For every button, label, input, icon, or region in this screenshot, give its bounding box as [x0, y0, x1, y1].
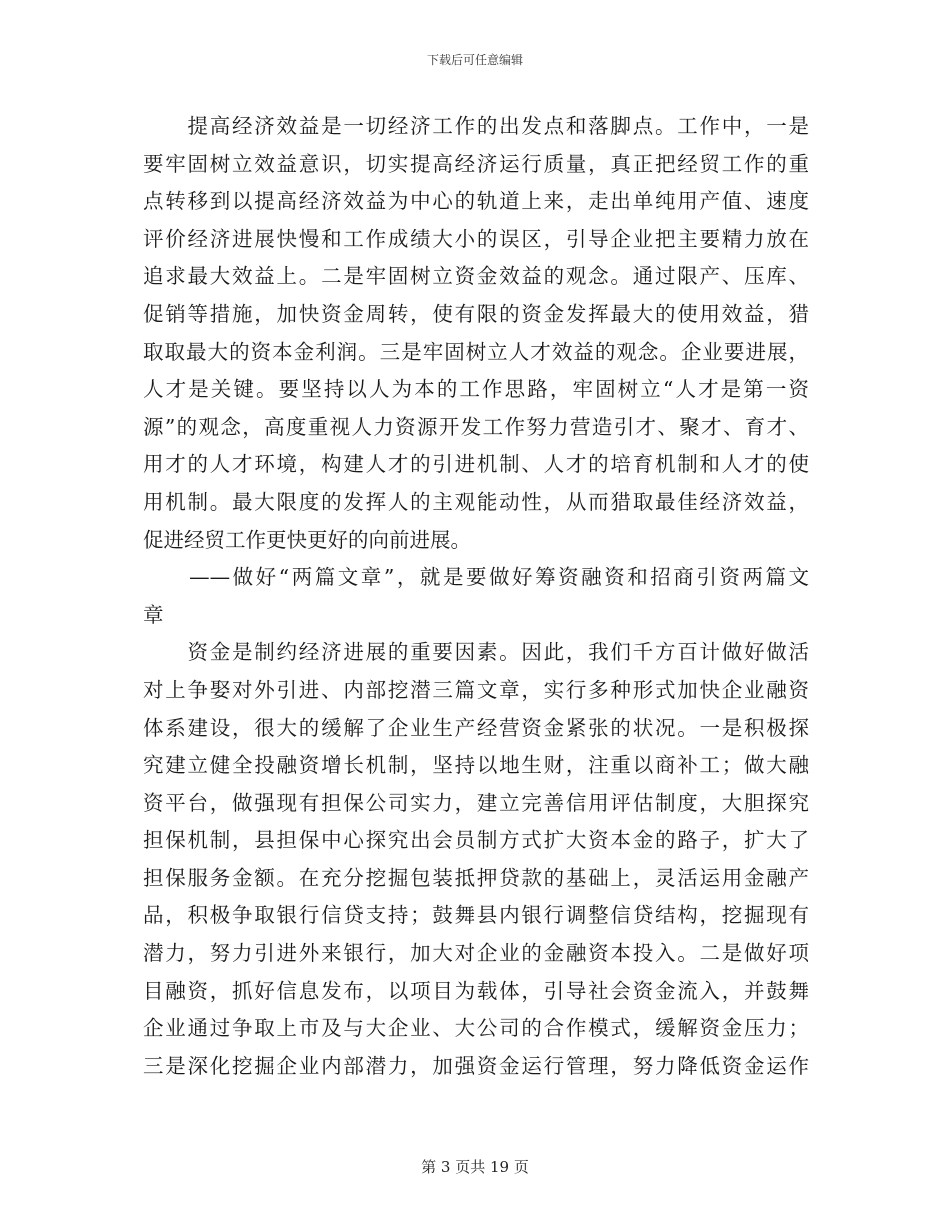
text-line: 资平台，做强现有担保公司实力，建立完善信用评估制度，大胆探究 [143, 790, 809, 815]
text-line: ——做好“两篇文章”，就是要做好筹资融资和招商引资两篇文 [143, 565, 809, 590]
text-line: 人才是关键。要坚持以人为本的工作思路，牢固树立“人才是第一资 [143, 377, 809, 402]
text-line: 用机制。最大限度的发挥人的主观能动性，从而猎取最佳经济效益， [143, 489, 809, 514]
text-line: 追求最大效益上。二是牢固树立资金效益的观念。通过限产、压库、 [143, 264, 809, 289]
text-line: 品，积极争取银行信贷支持；鼓舞县内银行调整信贷结构，挖掘现有 [143, 903, 809, 928]
text-line: 体系建设，很大的缓解了企业生产经营资金紧张的状况。一是积极探 [143, 715, 809, 740]
text-line: 担保机制，县担保中心探究出会员制方式扩大资本金的路子，扩大了 [143, 828, 809, 853]
text-line: 三是深化挖掘企业内部潜力，加强资金运行管理，努力降低资金运作 [143, 1053, 809, 1078]
text-line: 潜力，努力引进外来银行，加大对企业的金融资本投入。二是做好项 [143, 941, 809, 966]
text-line: 评价经济进展快慢和工作成绩大小的误区，引导企业把主要精力放在 [143, 226, 809, 251]
text-line: 用才的人才环境，构建人才的引进机制、人才的培育机制和人才的使 [143, 452, 809, 477]
text-line: 企业通过争取上市及与大企业、大公司的合作模式，缓解资金压力； [143, 1016, 809, 1041]
text-line: 促进经贸工作更快更好的向前进展。 [143, 527, 471, 552]
text-line: 对上争娶对外引进、内部挖潜三篇文章，实行多种形式加快企业融资 [143, 677, 809, 702]
text-line: 究建立健全投融资增长机制，坚持以地生财，注重以商补工；做大融 [143, 753, 809, 778]
text-line: 源”的观念，高度重视人力资源开发工作努力营造引才、聚才、育才、 [143, 414, 809, 439]
text-line: 担保服务金额。在充分挖掘包装抵押贷款的基础上，灵活运用金融产 [143, 865, 809, 890]
document-body [143, 108, 809, 1085]
text-line: 提高经济效益是一切经济工作的出发点和落脚点。工作中，一是 [143, 114, 809, 138]
text-line: 取取最大的资本金利润。三是牢固树立人才效益的观念。企业要进展， [143, 339, 809, 364]
text-line: 要牢固树立效益意识，切实提高经济运行质量，真正把经贸工作的重 [143, 151, 809, 176]
text-line: 促销等措施，加快资金周转，使有限的资金发挥最大的使用效益，猎 [143, 301, 809, 326]
text-line: 目融资，抓好信息发布，以项目为载体，引导社会资金流入，并鼓舞 [143, 978, 809, 1003]
page-header-note: 下载后可任意编辑 [426, 53, 523, 67]
text-line: 点转移到以提高经济效益为中心的轨道上来，走出单纯用产值、速度 [143, 189, 809, 214]
text-line: 章 [143, 602, 164, 627]
text-line: 资金是制约经济进展的重要因素。因此，我们千方百计做好做活 [143, 640, 809, 665]
page-number: 第 3 页共 19 页 [421, 1158, 529, 1176]
